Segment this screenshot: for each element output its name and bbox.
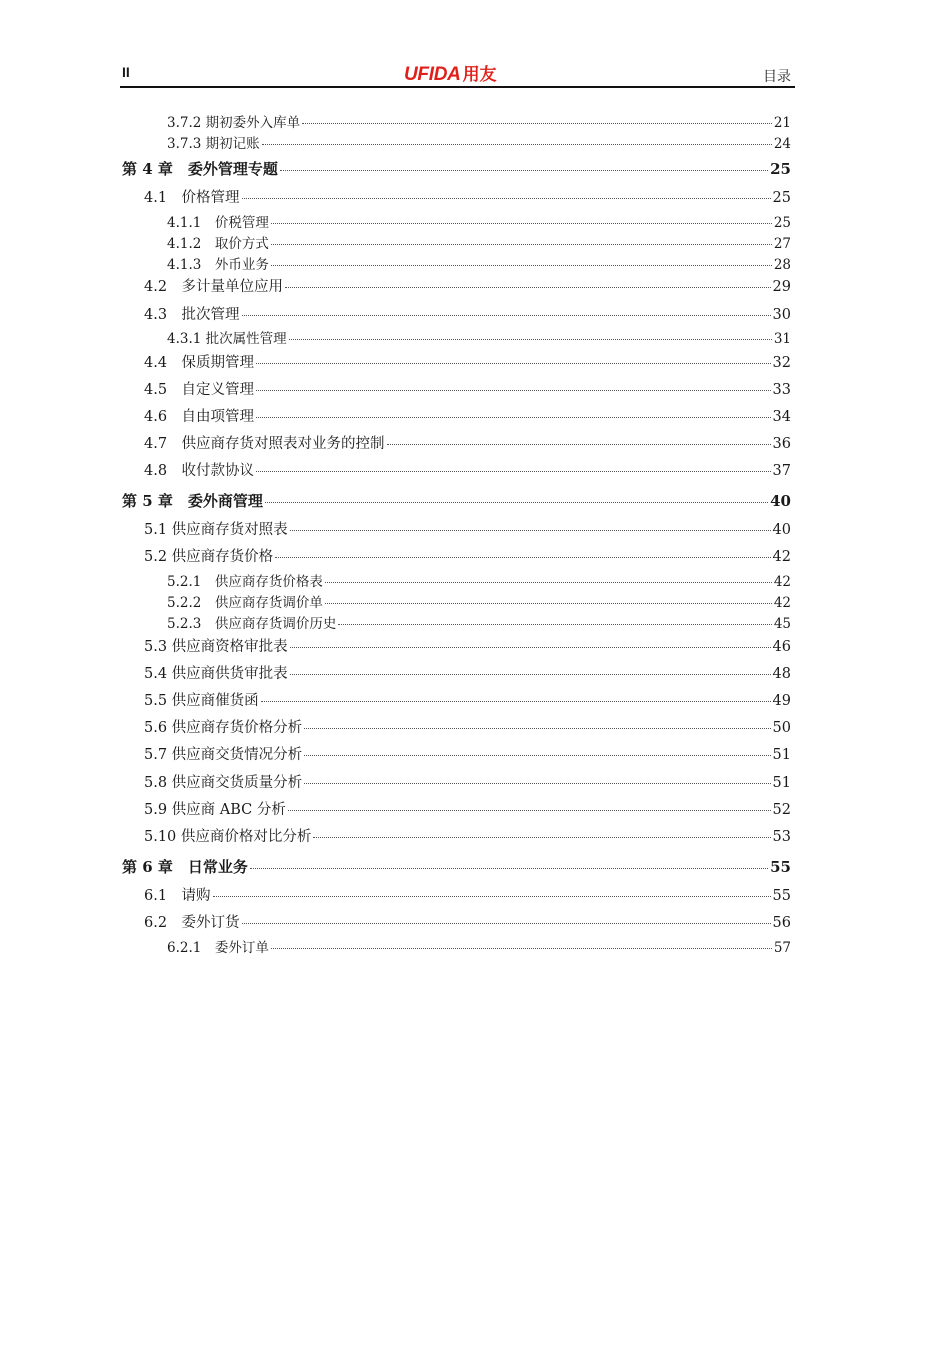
page-number: II bbox=[122, 64, 130, 80]
page-header bbox=[120, 64, 795, 88]
toc-page: 48 bbox=[772, 666, 791, 682]
toc-leader bbox=[256, 362, 770, 364]
toc-label: 6.2 委外订货 bbox=[144, 915, 240, 931]
toc-entry[interactable] bbox=[167, 232, 791, 252]
toc-page: 53 bbox=[772, 829, 791, 845]
toc-entry[interactable] bbox=[144, 884, 791, 905]
toc-leader bbox=[325, 581, 772, 583]
toc-label: 5.2.3 供应商存货调价历史 bbox=[167, 616, 337, 632]
toc-leader bbox=[250, 867, 768, 869]
toc-label: 4.1.2 取价方式 bbox=[167, 236, 269, 252]
toc-entry[interactable] bbox=[144, 743, 791, 764]
toc-leader bbox=[261, 700, 771, 702]
toc-chapter[interactable] bbox=[122, 490, 791, 511]
toc-page: 42 bbox=[772, 549, 791, 565]
toc-label: 4.3.1 批次属性管理 bbox=[167, 331, 287, 347]
toc-page: 52 bbox=[772, 802, 791, 818]
toc-entry[interactable] bbox=[167, 612, 791, 632]
toc-label: 第 5 章 委外商管理 bbox=[122, 492, 263, 510]
toc-leader bbox=[325, 602, 772, 604]
toc-page: 55 bbox=[772, 888, 791, 904]
toc-page: 33 bbox=[772, 382, 791, 398]
toc-leader bbox=[338, 623, 771, 625]
toc-page: 50 bbox=[772, 720, 791, 736]
toc-label: 5.2.1 供应商存货价格表 bbox=[167, 574, 323, 590]
toc-label: 5.10 供应商价格对比分析 bbox=[144, 829, 312, 845]
toc-page: 57 bbox=[773, 940, 791, 956]
toc-page: 24 bbox=[773, 136, 791, 152]
toc-leader bbox=[262, 143, 772, 145]
toc-label: 4.7 供应商存货对照表对业务的控制 bbox=[144, 436, 385, 452]
toc-label: 5.7 供应商交货情况分析 bbox=[144, 747, 303, 763]
toc-entry[interactable] bbox=[167, 211, 791, 231]
toc-entry[interactable] bbox=[167, 111, 791, 131]
toc-page: 29 bbox=[772, 279, 791, 295]
toc-leader bbox=[271, 222, 772, 224]
toc-page: 51 bbox=[772, 775, 791, 791]
toc-entry[interactable] bbox=[144, 405, 791, 426]
toc-leader bbox=[304, 727, 770, 729]
toc-label: 4.1 价格管理 bbox=[144, 190, 240, 206]
section-label: 目录 bbox=[763, 69, 791, 85]
toc-label: 5.8 供应商交货质量分析 bbox=[144, 775, 303, 791]
toc-label: 第 6 章 日常业务 bbox=[122, 858, 248, 876]
toc-page: 56 bbox=[772, 915, 791, 931]
toc-entry[interactable] bbox=[144, 378, 791, 399]
toc-entry[interactable] bbox=[144, 518, 791, 539]
toc-page: 30 bbox=[772, 307, 791, 323]
toc-page: 37 bbox=[772, 463, 791, 479]
toc-page: 25 bbox=[773, 215, 791, 231]
toc-leader bbox=[256, 389, 770, 391]
toc-page: 27 bbox=[773, 236, 791, 252]
toc-entry[interactable] bbox=[144, 911, 791, 932]
toc-chapter[interactable] bbox=[122, 158, 791, 179]
toc-label: 3.7.2 期初委外入库单 bbox=[167, 115, 301, 131]
toc-page: 36 bbox=[772, 436, 791, 452]
logo-latin: UFIDA bbox=[404, 64, 461, 85]
toc-entry[interactable] bbox=[167, 570, 791, 590]
toc-page: 45 bbox=[773, 616, 791, 632]
toc-leader bbox=[288, 809, 771, 811]
toc-label: 4.3 批次管理 bbox=[144, 307, 240, 323]
toc-label: 5.5 供应商催货函 bbox=[144, 693, 259, 709]
toc-label: 5.2 供应商存货价格 bbox=[144, 549, 274, 565]
toc-page: 34 bbox=[772, 409, 791, 425]
toc-entry[interactable] bbox=[144, 689, 791, 710]
toc-page: 28 bbox=[773, 257, 791, 273]
toc-entry[interactable] bbox=[167, 591, 791, 611]
toc-leader bbox=[290, 646, 771, 648]
toc-label: 第 4 章 委外管理专题 bbox=[122, 160, 278, 178]
toc-leader bbox=[265, 501, 768, 503]
logo-cjk: 用友 bbox=[462, 65, 497, 84]
toc-entry[interactable] bbox=[167, 132, 791, 152]
toc-page: 21 bbox=[773, 115, 791, 131]
toc-page: 46 bbox=[772, 639, 791, 655]
toc-label: 6.2.1 委外订单 bbox=[167, 940, 269, 956]
toc-label: 5.2.2 供应商存货调价单 bbox=[167, 595, 323, 611]
toc-leader bbox=[271, 947, 772, 949]
toc-entry[interactable] bbox=[167, 327, 791, 347]
toc-leader bbox=[280, 169, 768, 171]
toc-leader bbox=[271, 243, 772, 245]
toc-chapter[interactable] bbox=[122, 856, 791, 877]
toc-label: 5.3 供应商资格审批表 bbox=[144, 639, 288, 655]
toc-leader bbox=[304, 782, 770, 784]
toc-entry[interactable] bbox=[144, 771, 791, 792]
toc-leader bbox=[290, 529, 771, 531]
toc-page: 40 bbox=[772, 522, 791, 538]
toc-leader bbox=[242, 922, 771, 924]
toc-leader bbox=[256, 416, 770, 418]
toc-leader bbox=[213, 895, 771, 897]
toc-leader bbox=[275, 556, 770, 558]
toc-leader bbox=[285, 286, 770, 288]
toc-entry[interactable] bbox=[144, 459, 791, 480]
ufida-logo bbox=[404, 60, 497, 86]
toc-entry[interactable] bbox=[144, 825, 791, 846]
toc-entry[interactable] bbox=[144, 432, 791, 453]
toc-label: 4.2 多计量单位应用 bbox=[144, 279, 284, 295]
toc-page: 40 bbox=[770, 492, 791, 510]
toc-label: 3.7.3 期初记账 bbox=[167, 136, 260, 152]
toc-page: 55 bbox=[770, 858, 791, 876]
toc-entry[interactable] bbox=[144, 662, 791, 683]
toc-entry[interactable] bbox=[144, 275, 791, 296]
toc-label: 5.1 供应商存货对照表 bbox=[144, 522, 288, 538]
toc-label: 5.9 供应商 ABC 分析 bbox=[144, 802, 286, 818]
toc-label: 5.4 供应商供货审批表 bbox=[144, 666, 288, 682]
toc-entry[interactable] bbox=[144, 635, 791, 656]
toc-entry[interactable] bbox=[167, 253, 791, 273]
toc-leader bbox=[290, 673, 771, 675]
toc-entry[interactable] bbox=[144, 798, 791, 819]
toc-entry[interactable] bbox=[144, 351, 791, 372]
toc-entry[interactable] bbox=[144, 303, 791, 324]
toc-page: 42 bbox=[773, 595, 791, 611]
toc-label: 6.1 请购 bbox=[144, 888, 211, 904]
toc-leader bbox=[271, 264, 772, 266]
toc-entry[interactable] bbox=[144, 716, 791, 737]
toc-leader bbox=[242, 314, 771, 316]
toc-page: 51 bbox=[772, 747, 791, 763]
toc-entry[interactable] bbox=[144, 186, 791, 207]
toc-label: 4.8 收付款协议 bbox=[144, 463, 255, 479]
toc-page: 42 bbox=[773, 574, 791, 590]
toc-leader bbox=[313, 836, 770, 838]
toc-leader bbox=[242, 197, 771, 199]
toc-entry[interactable] bbox=[144, 545, 791, 566]
toc-entry[interactable] bbox=[167, 936, 791, 956]
toc-page: 31 bbox=[773, 331, 791, 347]
toc-label: 4.4 保质期管理 bbox=[144, 355, 255, 371]
toc-leader bbox=[289, 338, 772, 340]
toc-label: 4.6 自由项管理 bbox=[144, 409, 255, 425]
toc-leader bbox=[304, 754, 770, 756]
toc-leader bbox=[256, 470, 770, 472]
toc-page: 25 bbox=[770, 160, 791, 178]
toc-page: 25 bbox=[772, 190, 791, 206]
toc-label: 5.6 供应商存货价格分析 bbox=[144, 720, 303, 736]
toc-label: 4.1.3 外币业务 bbox=[167, 257, 269, 273]
toc-page: 49 bbox=[772, 693, 791, 709]
toc-leader bbox=[387, 443, 771, 445]
toc-leader bbox=[302, 122, 772, 124]
toc-label: 4.5 自定义管理 bbox=[144, 382, 255, 398]
toc-label: 4.1.1 价税管理 bbox=[167, 215, 269, 231]
toc-page: 32 bbox=[772, 355, 791, 371]
